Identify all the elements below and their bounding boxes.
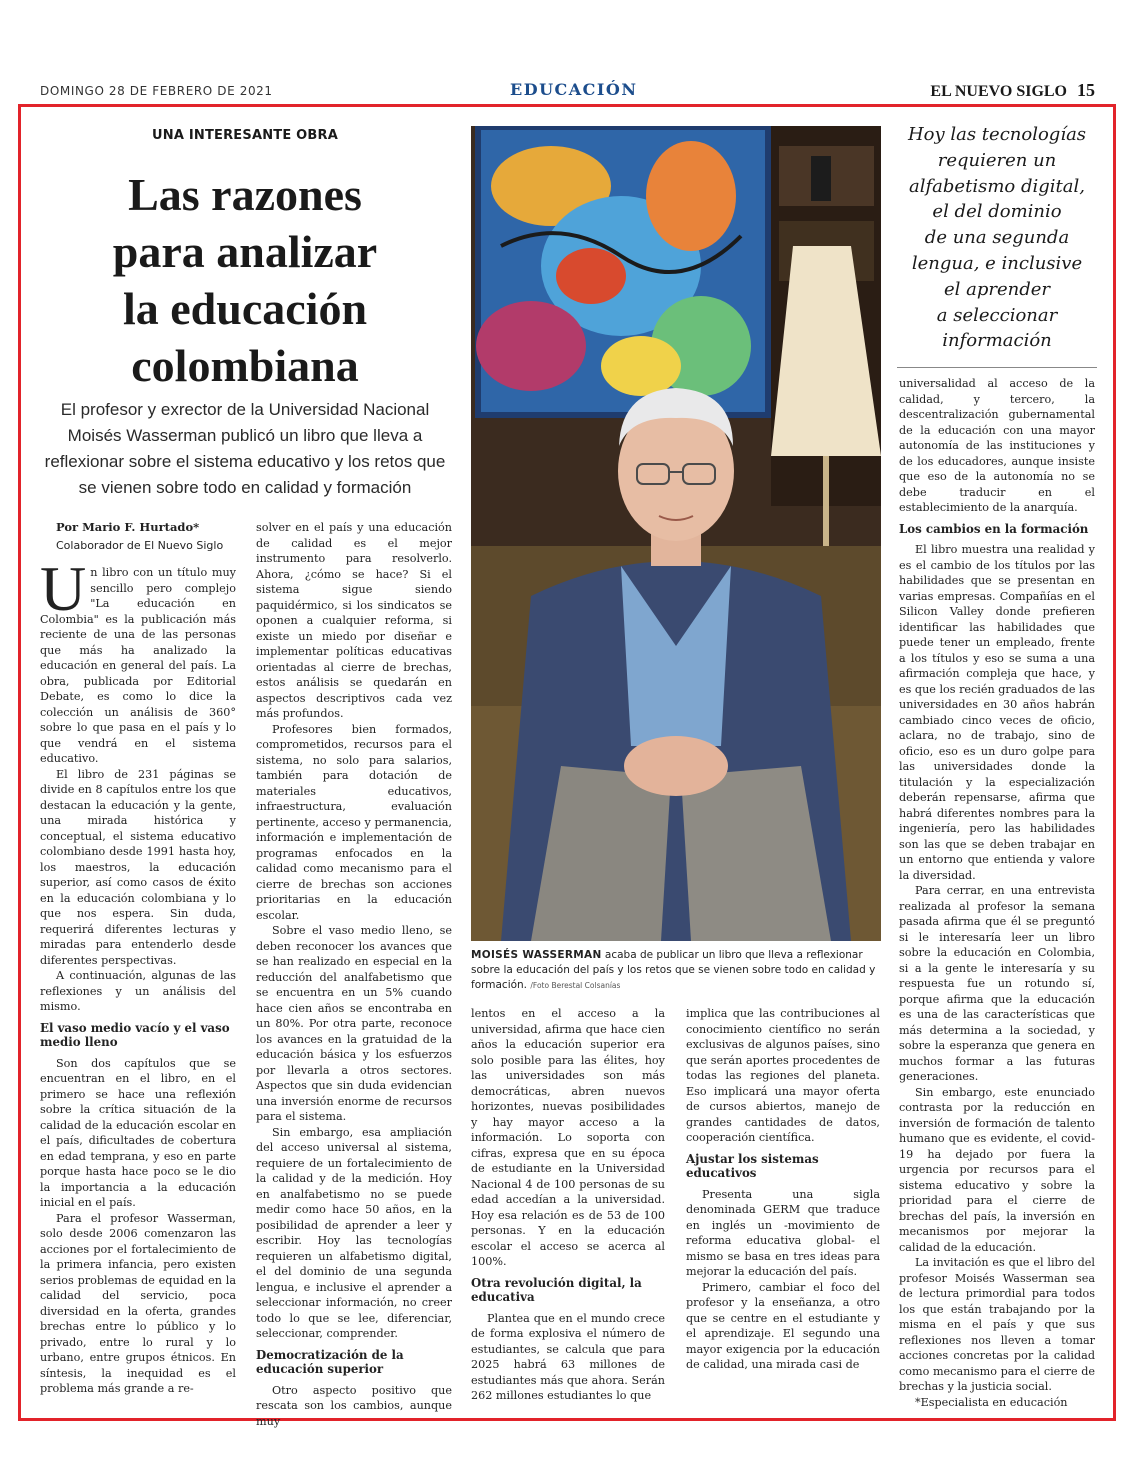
paragraph: universalidad al acceso de la calidad, y tercero, la descentralización gubernamental de la educación con una mayor autonomía de las instituciones y de los educadores, aunque insiste que eso de la autonomía no se debe traducir en el establecimiento de la anarquía. — [899, 377, 1095, 514]
text-column-2 — [256, 520, 452, 1429]
photo-credit: /Foto Berestal Colsanías — [530, 981, 621, 990]
paragraph: Otro aspecto positivo que rescata son los cambios, aunque muy — [256, 1383, 452, 1428]
paragraph: Son dos capítulos que se encuentran en el libro, en el primero se hace una reflexión sobre la crítica situación de la calidad de la educación escolar en el país, dificultades de cobertura en edad temprana, y eso en parte porque hasta hace poco se le dio la importancia a la educación inicial en el país. — [40, 1056, 236, 1209]
pull-quote-line: el aprender — [943, 278, 1050, 300]
headline-line: Las razones — [128, 169, 362, 220]
text-column-3 — [471, 1006, 665, 1404]
pull-quote — [897, 122, 1097, 354]
portrait-photo — [471, 126, 881, 941]
text-column-1 — [40, 520, 236, 1397]
newspaper-masthead — [930, 80, 1095, 101]
subheading: El vaso medio vacío y el vaso medio lleno — [40, 1020, 230, 1049]
subheading: Otra revolución digital, la educativa — [471, 1275, 642, 1304]
paragraph: Para cerrar, en una entrevista realizada al profesor la semana pasada afirma que él se preguntó si le interesaría leer un libro sobre la educación en Colombia, si a la gente le interesaría y su respuesta fue un rotundo sí, porque afirma que la educación es una de las características que más determina a la sociedad, y sobre la esperanza que genera en muchos formar a las futuras generaciones. — [899, 884, 1095, 1083]
subheading: Los cambios en la formación — [899, 521, 1089, 536]
pull-quote-line: información — [942, 330, 1052, 352]
drop-cap: U — [40, 553, 87, 624]
byline-role: Colaborador de El Nuevo Siglo — [56, 538, 224, 552]
paragraph: La invitación es que el libro del profesor Moisés Wasserman sea de lectura primordial para todos los que están trabajando por la misma en el país y que sus reflexiones nos lleven a tomar acciones concretas por la calidad como mecanismo para el cierre de brechas y la justicia social. — [899, 1256, 1095, 1393]
newspaper-name: EL NUEVO SIGLO — [930, 83, 1067, 100]
byline: Por Mario F. Hurtado* — [56, 520, 200, 534]
issue-date: DOMINGO 28 DE FEBRERO DE 2021 — [40, 84, 273, 98]
paragraph: A continuación, algunas de las reflexiones y un análisis del mismo. — [40, 969, 236, 1013]
photo-caption — [471, 948, 881, 993]
subheading: Ajustar los sistemas educativos — [686, 1151, 819, 1180]
paragraph: Primero, cambiar el foco del profesor y la enseñanza, a otro que se centre en el estudiante y el aprendizaje. El segundo una mayor exigencia por la educación de calidad, una mirada casi de — [686, 1280, 880, 1371]
pull-quote-divider — [897, 367, 1097, 368]
caption-text: acaba de publicar un libro que lleva a reflexionar sobre la educación del país y los retos que se vienen sobre todo en calidad y formación. — [471, 949, 876, 991]
subheading: Democratización de la educación superior — [256, 1347, 404, 1376]
text-column-4 — [686, 1006, 880, 1373]
paragraph: Plantea que en el mundo crece de forma explosiva el número de estudiantes, se calcula que para 2025 habrá 63 millones de estudiantes más que ahora. Serán 262 millones estudiantes lo que — [471, 1311, 665, 1402]
article-deck: El profesor y exrector de la Universidad Nacional Moisés Wasserman publicó un libro que lleva a reflexionar sobre el sistema educativo y los retos que se vienen sobre todo en calidad y formación — [44, 400, 446, 497]
pull-quote-line: Hoy las tecnologías — [907, 124, 1087, 145]
page-header — [40, 80, 1095, 100]
pull-quote-line: requieren un — [937, 149, 1057, 171]
paragraph: solver en el país y una educación de calidad es el mejor instrumento para resolverlo. Ahora, ¿cómo se hace? Si el sistema sigue siendo paquidérmico, si los sindicatos se oponen a cualquier reforma, si existe un miedo por diseñar e implementar políticas educativas orientadas al cierre de brechas, estos análisis se quedarán en aspectos descriptivos cada vez más profundos. — [256, 521, 452, 720]
footnote: *Especialista en educación — [915, 1395, 1068, 1409]
headline-line: para analizar — [112, 226, 378, 277]
article-kicker: UNA INTERESANTE OBRA — [152, 128, 338, 143]
paragraph: Sin embargo, esa ampliación del acceso universal al sistema, requiere de un fortalecimiento de la calidad y de la medición. Hoy en analfabetismo no se puede medir como hace 50 años, en la posibilidad de aprender a leer y escribir. Hoy las tecnologías requieren un alfabetismo digital, el del dominio de una segunda lengua, e inclusive el aprender a seleccionar información, no creer todo lo que se lee, diferenciar, seleccionar, comprender. — [256, 1125, 452, 1340]
pull-quote-line: el del dominio — [932, 201, 1062, 223]
headline-line: colombiana — [131, 340, 359, 391]
text-column-5 — [899, 376, 1095, 1410]
paragraph: El libro de 231 páginas se divide en 8 capítulos entre los que destacan la educación y la gente, una mirada histórica y conceptual, el sistema educativo colombiano desde 1991 hasta hoy, los maestros, la educación superior, así como casos de éxito en la educación colombiana y lo que nos espera. Sin duda, requerirá diferentes lecturas y miradas para entenderlo desde diferentes perspectivas. — [40, 767, 236, 967]
paragraph: implica que las contribuciones al conocimiento científico no serán exclusivas de algunos países, sino que serán aportes procedentes de todas las regiones del planeta. Eso implicará una mayor oferta de cursos abiertos, manejo de grandes cantidades de datos, cooperación científica. — [686, 1007, 880, 1144]
paragraph: Profesores bien formados, comprometidos, recursos para el sistema, no solo para salarios, también para dotación de materiales educativos, infraestructura, evaluación pertinente, acceso y permanencia, información e implementación de programas enfocados en la calidad como mecanismo para el cierre de brechas son acciones prioritarias en la educación escolar. — [256, 722, 452, 922]
paragraph: El libro muestra una realidad y es el cambio de los títulos por las habilidades que se presentan en varias empresas. Compañías en el Silicon Valley donde prefieren identificar las habilidades que puede tener un empleado, frente a los títulos y eso se suma a una afirmación compleja que hace, y es que los recién graduados de las universidades en 30 años habrán cambiado cinco veces de oficio, aclara, no de trabajo, sino de oficio, eso es un duro golpe para las universidades donde la titulación y la especialización deberán repensarse, afirma que habrá diferentes nombres para la ingeniería, pero las habilidades son las que se deben trabajar en un entorno que entienda y valore la diversidad. — [899, 543, 1096, 882]
caption-name: MOISÉS WASSERMAN — [471, 949, 602, 961]
paragraph: Sobre el vaso medio lleno, se deben reconocer los avances que se han realizado en especial en la reducción del analfabetismo que se encuentra en un 5% cuando hace cien años se encontraba en un 80%. Por otra parte, reconoce los avances en la gratuidad de la educación básica y los esfuerzos por llevarla a otros sectores. Aspectos que sin duda evidencian una inversión enorme de recursos para el sistema. — [256, 924, 452, 1123]
paragraph: Para el profesor Wasserman, solo desde 2006 comenzaron las acciones por el fortalecimiento de la primera infancia, pero existen serios problemas de equidad en la calidad del servicio, poca diversidad en la oferta, grandes brechas entre lo público y lo privado, entre lo rural y lo urbano, entre grupos étnicos. En síntesis, la inequidad es el problema más grande a re- — [40, 1211, 236, 1395]
article-headline — [40, 166, 450, 394]
paragraph: Sin embargo, este enunciado contrasta por la reducción en inversión de formación de talento humano que es evidente, el covid-19 ha dejado por fuera la urgencia por recursos para el sistema educativo y sobre la prioridad para el cierre de brechas del país, la inversión en mecanismos por mejorar la calidad de la educación. — [899, 1085, 1095, 1254]
pull-quote-line: alfabetismo digital, — [909, 175, 1085, 197]
pull-quote-line: a seleccionar — [936, 304, 1058, 326]
paragraph: Un libro con un título muy sencillo pero complejo "La educación en Colombia" es la publicación más reciente de una de las personas que más ha analizado la educación en general del país. La obra, publicada por Editorial Debate, es como lo dice la colección un análisis de 360° sobre lo que pasa en el país y lo que vendrá en el sistema educativo. — [40, 553, 236, 765]
paragraph: lentos en el acceso a la universidad, afirma que hace cien años la educación superior era solo posible para las élites, hoy las universidades son más democráticas, abren nuevos horizontes, nuevas posibilidades y hay mayor acceso a la información. Lo soporta con cifras, expresa que en su época de estudiante en la Universidad Nacional 4 de 100 personas de su edad accedían a la universidad. Hoy esa relación es de 53 de 100 personas. Y en la educación escolar el acceso se acerca al 100%. — [471, 1007, 665, 1268]
portrait-illustration — [471, 126, 881, 941]
paragraph: Presenta una sigla denominada GERM que traduce en inglés un -movimiento de reforma educativa global- el mismo se basa en tres ideas para mejorar la educación del país. — [686, 1187, 880, 1278]
page-number: 15 — [1077, 80, 1095, 100]
headline-line: la educación — [122, 283, 368, 334]
pull-quote-line: lengua, e inclusive — [911, 252, 1083, 274]
section-title: EDUCACIÓN — [510, 80, 638, 99]
pull-quote-line: de una segunda — [924, 227, 1070, 249]
